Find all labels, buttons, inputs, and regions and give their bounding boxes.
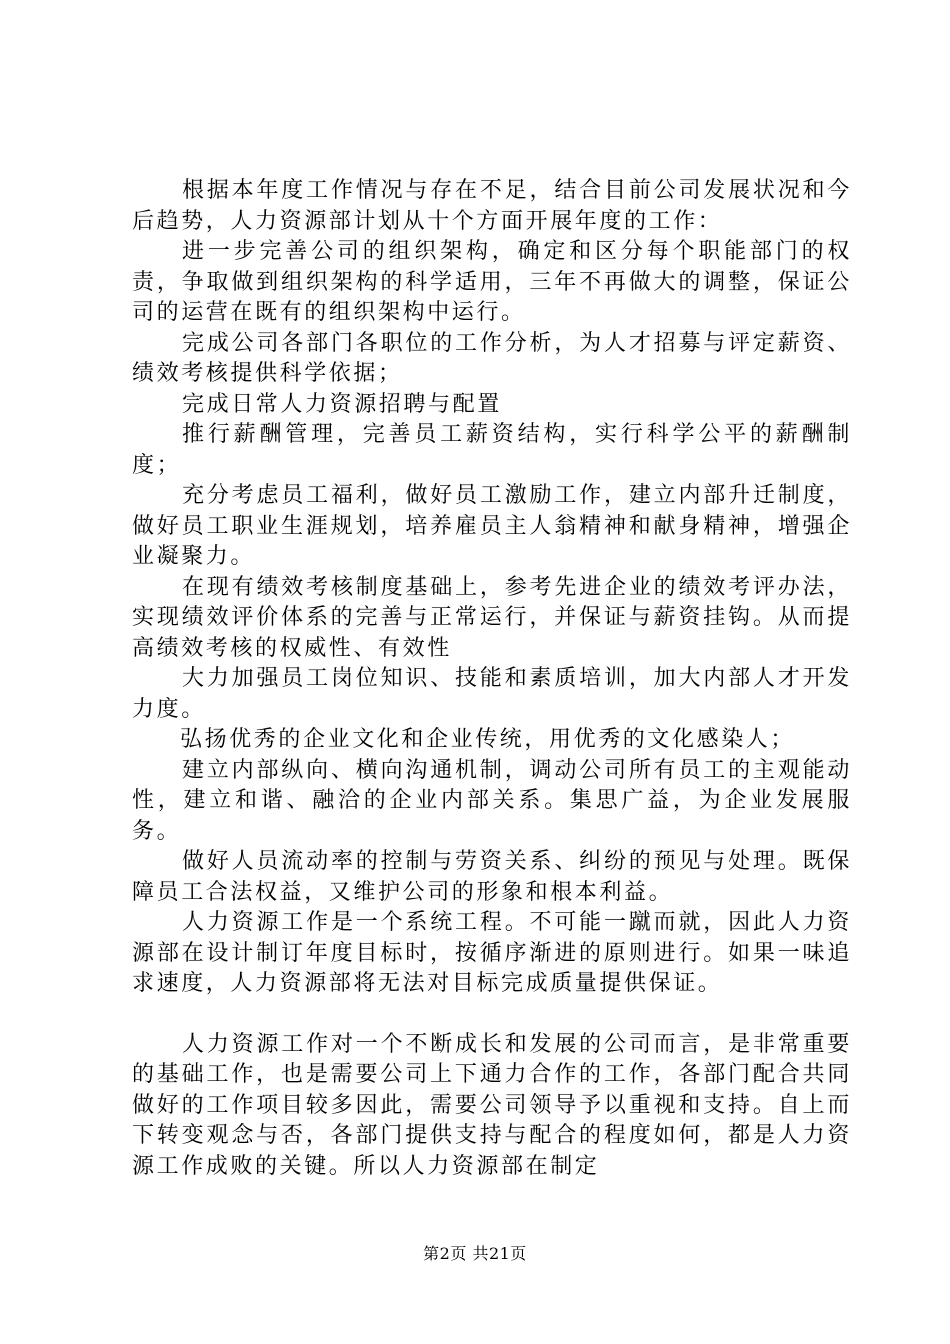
document-body: [132, 176, 852, 1182]
paragraph-training: 大力加强员工岗位知识、技能和素质培训，加大内部人才开发力度。: [132, 666, 852, 722]
paragraph-org-structure: 进一步完善公司的组织架构，确定和区分每个职能部门的权责，争取做到组织架构的科学适用，三年不再做大的调整，保证公司的运营在既有的组织架构中运行。: [132, 239, 852, 325]
page-number-footer: 第2页 共21页: [423, 1244, 527, 1263]
paragraph-communication: 建立内部纵向、横向沟通机制，调动公司所有员工的主观能动性，建立和谐、融洽的企业内部关系。集思广益，为企业发展服务。: [132, 757, 852, 844]
paragraph-compensation: 推行薪酬管理，完善员工薪资结构，实行科学公平的薪酬制度；: [132, 422, 852, 478]
paragraph-intro: 根据本年度工作情况与存在不足，结合目前公司发展状况和今后趋势，人力资源部计划从十个方面开展年度的工作：: [132, 178, 852, 234]
paragraph-system-engineering: 人力资源工作是一个系统工程。不可能一蹴而就，因此人力资源部在设计制订年度目标时，按循序渐进的原则进行。如果一味追求速度，人力资源部将无法对目标完成质量提供保证。: [132, 910, 852, 996]
paragraph-recruitment: 完成日常人力资源招聘与配置: [182, 391, 502, 417]
paragraph-turnover: 做好人员流动率的控制与劳资关系、纠纷的预见与处理。既保障员工合法权益，又维护公司的形象和根本利益。: [132, 849, 852, 905]
paragraph-job-analysis: 完成公司各部门各职位的工作分析，为人才招募与评定薪资、绩效考核提供科学依据；: [132, 330, 852, 386]
paragraph-performance: 在现有绩效考核制度基础上，参考先进企业的绩效考评办法，实现绩效评价体系的完善与正常运行，并保证与薪资挂钩。从而提高绩效考核的权威性、有效性: [132, 574, 852, 661]
paragraph-welfare: 充分考虑员工福利，做好员工激励工作，建立内部升迁制度，做好员工职业生涯规划，培养雇员主人翁精神和献身精神，增强企业凝聚力。: [132, 483, 852, 569]
paragraph-culture: 弘扬优秀的企业文化和企业传统，用优秀的文化感染人；: [180, 727, 796, 752]
paragraph-support: 人力资源工作对一个不断成长和发展的公司而言，是非常重要的基础工作，也是需要公司上下通力合作的工作，各部门配合共同做好的工作项目较多因此，需要公司领导予以重视和支持。自上而下转变观念与否，各部门提供支持与配合的程度如何，都是人力资源工作成败的关键。所以人力资源部在制定: [132, 1031, 852, 1179]
